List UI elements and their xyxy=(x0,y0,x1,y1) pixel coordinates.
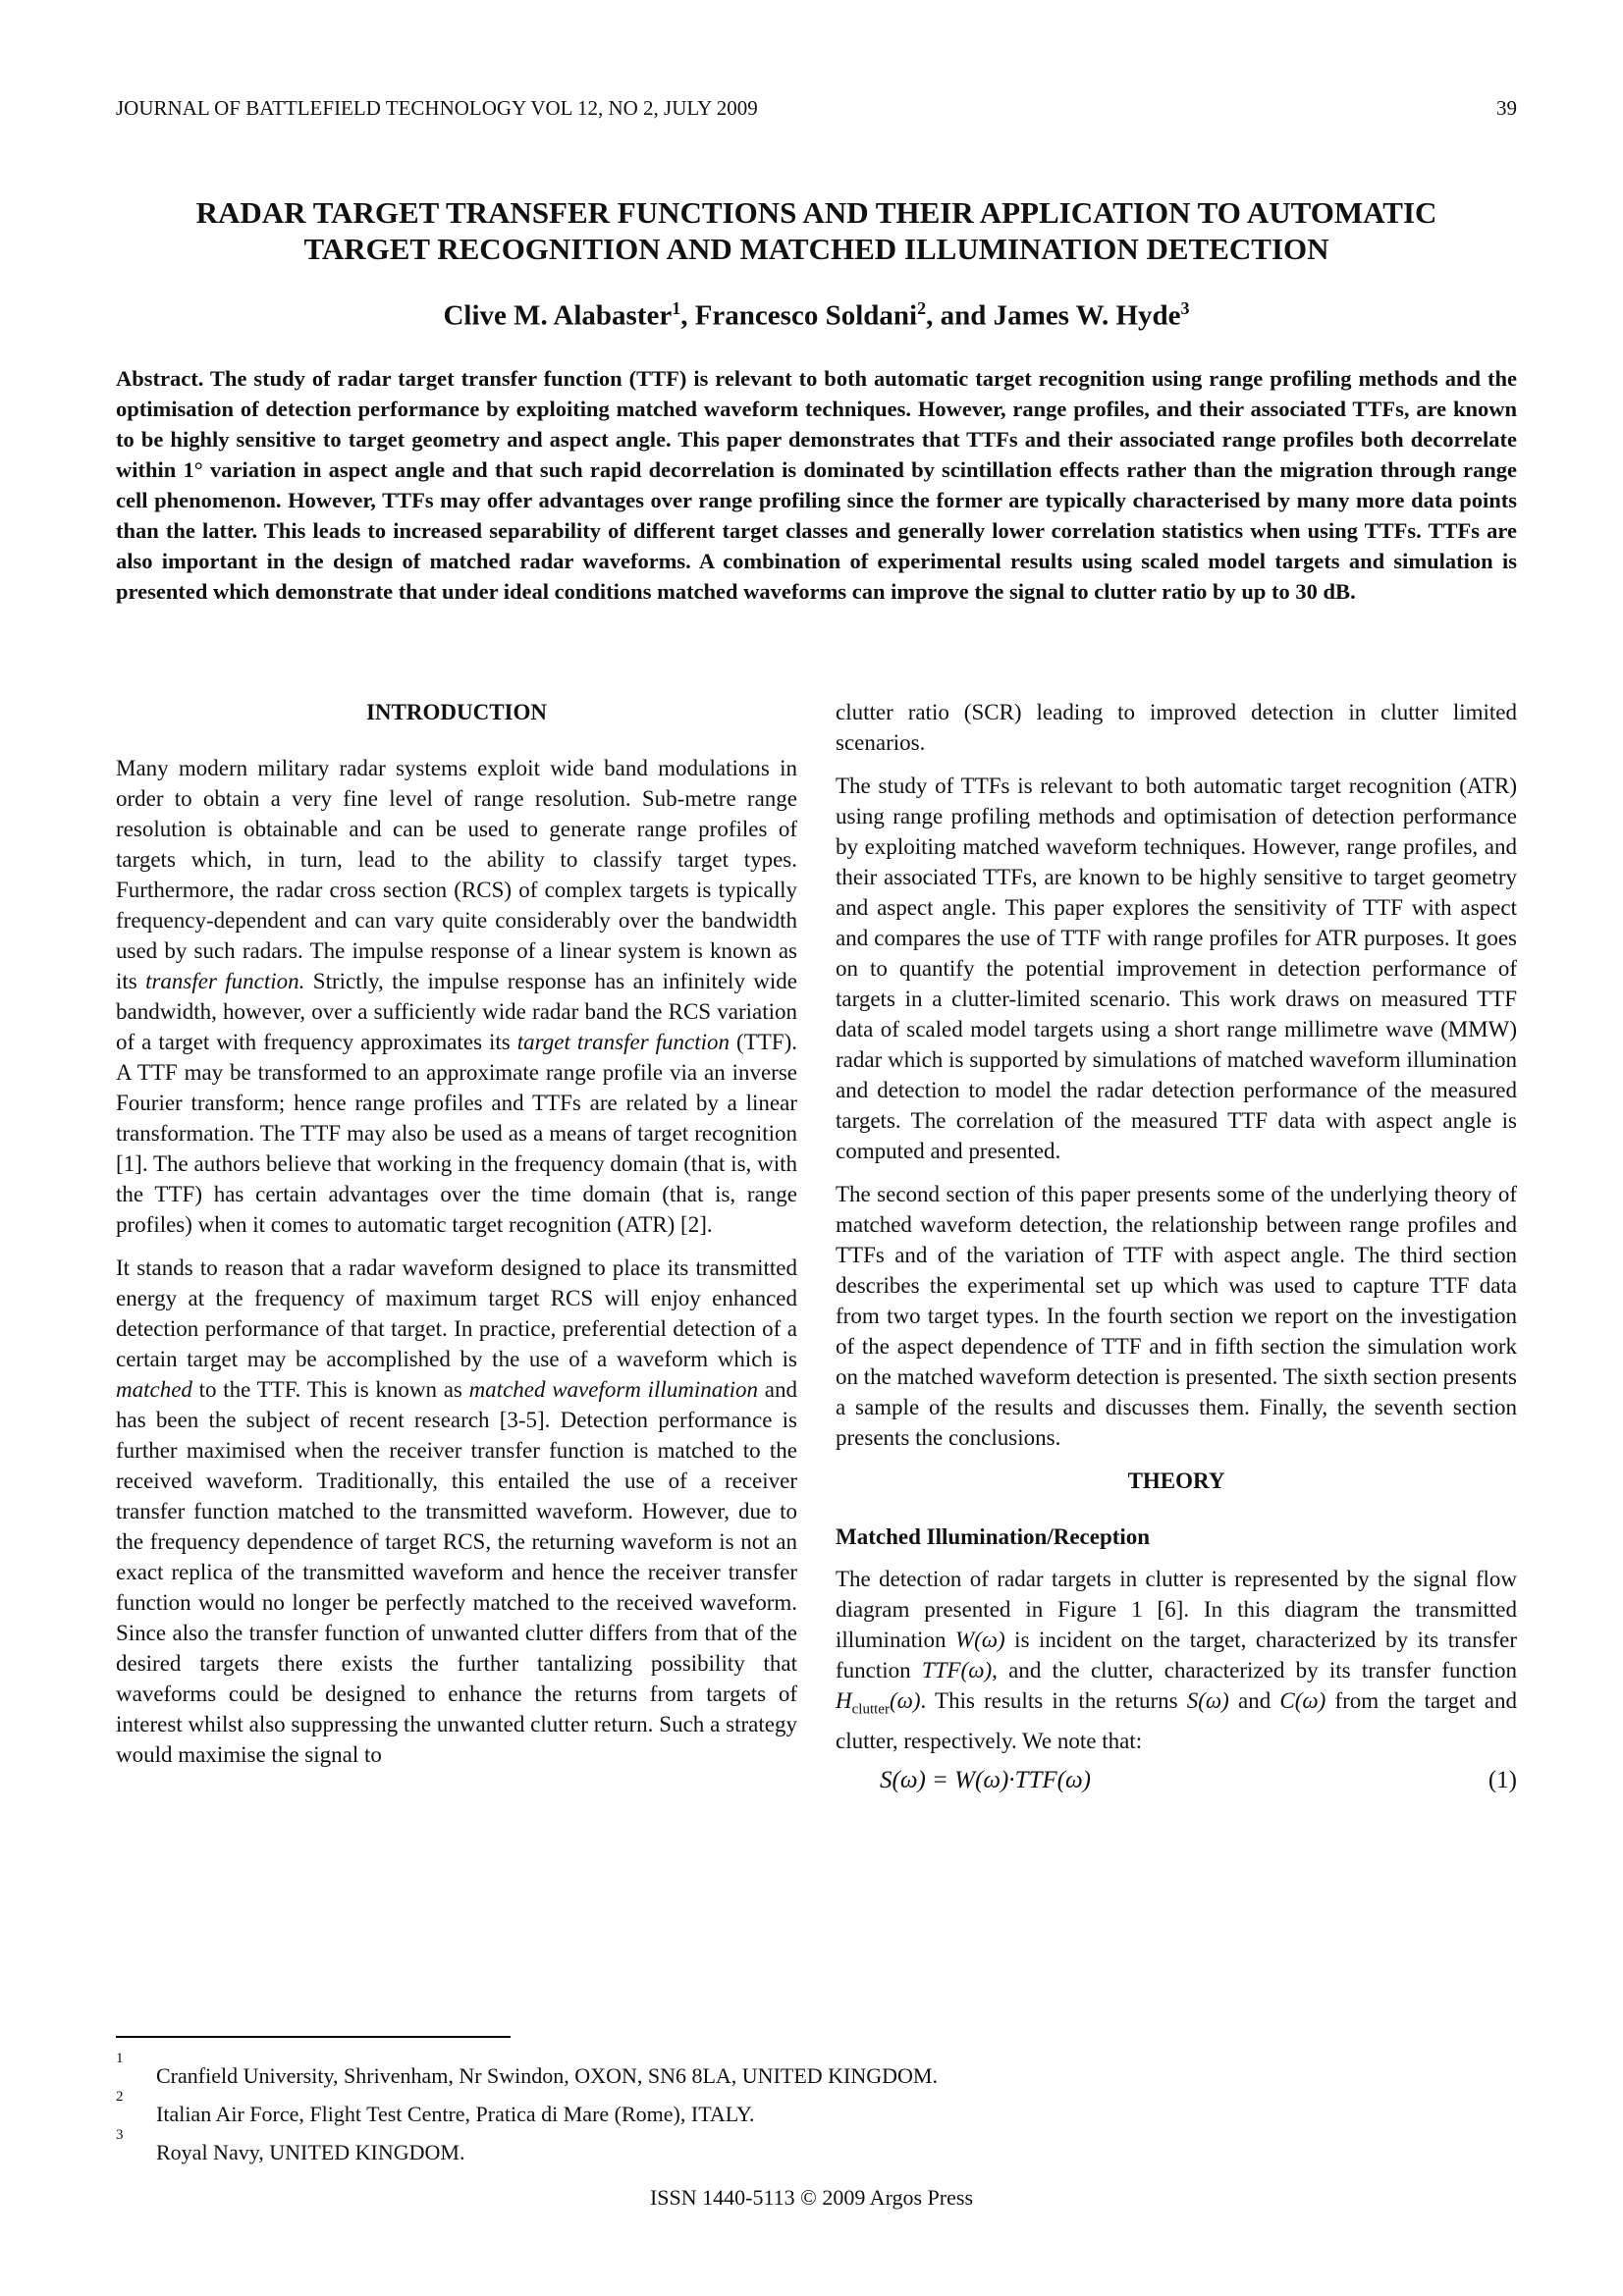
equation xyxy=(836,1765,1517,1795)
paper-title xyxy=(116,194,1517,267)
section-heading: Matched Illumination/Reception xyxy=(836,1524,1151,1549)
footnote-number: 2 xyxy=(116,2089,124,2105)
text-run: clutter ratio (SCR) leading to improved detection in clutter limited scenarios. xyxy=(836,700,1517,755)
paragraph xyxy=(836,1564,1517,1756)
text-run: The detection of radar targets in clutter is represented by the signal flow diagram presented in Figure 1 [6]. In this diagram the transmitted illumination xyxy=(836,1567,1517,1652)
footnote xyxy=(116,2052,938,2090)
affiliation-mark: 3 xyxy=(1180,298,1190,318)
text-run: Strictly, the impulse response has an infinitely wide bandwidth, however, over a sufficiently wide radar band the RCS variation of a target with frequency approximates its xyxy=(116,969,797,1054)
title-line: TARGET RECOGNITION AND MATCHED ILLUMINATION DETECTION xyxy=(303,232,1329,266)
text-run: and xyxy=(1228,1688,1280,1713)
page-number: 39 xyxy=(1496,96,1517,120)
journal-name: JOURNAL OF BATTLEFIELD TECHNOLOGY VOL 12, NO 2, JULY 2009 xyxy=(116,96,758,120)
author: Clive M. Alabaster xyxy=(443,299,673,332)
footnotes xyxy=(116,2052,938,2166)
footnote-divider xyxy=(116,2036,511,2038)
text-run: It stands to reason that a radar waveform designed to place its transmitted energy at the frequency of maximum target RCS will enjoy enhanced detection performance of that target. In practice, preferential detection of a certain target may be accomplished by the use of a waveform which is xyxy=(116,1255,797,1371)
affiliation-mark: 2 xyxy=(917,298,927,318)
paragraph xyxy=(836,697,1517,758)
author-separator: , and xyxy=(926,299,994,332)
footnote-text: Italian Air Force, Flight Test Centre, Pratica di Mare (Rome), ITALY. xyxy=(156,2102,755,2126)
paragraph xyxy=(836,1179,1517,1453)
text-run: is incident on the target, characterized by its transfer function xyxy=(836,1628,1517,1682)
author: James W. Hyde xyxy=(993,299,1181,332)
italic-text: H xyxy=(836,1688,852,1713)
italic-text: W(ω) xyxy=(954,1628,1005,1652)
italic-text: S(ω) xyxy=(1186,1688,1229,1713)
text-run: Many modern military radar systems exploit wide band modulations in order to obtain a very fine level of range resolution. Sub-metre range resolution is obtainable and can be used to generate range profiles of targets which, in turn, lead to the ability to classify target types. Furthermore, the radar cross section (RCS) of complex targets is typically frequency-dependent and can vary quite considerably over the bandwidth used by such radars. The impulse response of a linear system is known as its xyxy=(116,756,797,993)
text-run: (TTF). A TTF may be transformed to an approximate range profile via an inverse Fourier transform; hence range profiles and TTFs are related by a linear transformation. The TTF may also be used as a means of target recognition [1]. The authors believe that working in the frequency domain (that is, with the TTF) has certain advantages over the time domain (that is, range profiles) when it comes to automatic target recognition (ATR) [2]. xyxy=(116,1030,797,1237)
right-column xyxy=(836,697,1517,1795)
italic-text: C(ω) xyxy=(1279,1688,1326,1713)
text-run: from the target and clutter, respectively. We note that: xyxy=(836,1688,1517,1753)
text-run: The second section of this paper presents some of the underlying theory of matched waveform detection, the relationship between range profiles and TTFs and of the variation of TTF with aspect angle. The third section describes the experimental set up which was used to capture TTF data from two target types. In the fourth section we report on the investigation of the aspect dependence of TTF and in fifth section the simulation work on the matched waveform detection is presented. The sixth section presents a sample of the results and discusses them. Finally, the seventh section presents the conclusions. xyxy=(836,1182,1517,1450)
footnote-text: Cranfield University, Shrivenham, Nr Swindon, OXON, SN6 8LA, UNITED KINGDOM. xyxy=(156,2063,938,2088)
footnote-number: 1 xyxy=(116,2051,124,2066)
affiliation-mark: 1 xyxy=(672,298,681,318)
author: Francesco Soldani xyxy=(694,299,918,332)
section-heading: INTRODUCTION xyxy=(365,700,548,724)
issn-copyright: ISSN 1440-5113 © 2009 Argos Press xyxy=(649,2185,974,2210)
italic-text: matched waveform illumination xyxy=(468,1377,759,1402)
title-line: RADAR TARGET TRANSFER FUNCTIONS AND THEIR APPLICATION TO AUTOMATIC xyxy=(195,195,1437,230)
section-heading: THEORY xyxy=(1127,1468,1225,1493)
paragraph xyxy=(116,1253,797,1770)
footnote xyxy=(116,2090,938,2128)
paragraph xyxy=(116,753,797,1240)
equation-number: (1) xyxy=(1488,1766,1517,1793)
subscript: clutter xyxy=(851,1701,890,1718)
abstract: Abstract. The study of radar target transfer function (TTF) is relevant to both automatic target recognition using range profiling methods and the optimisation of detection performance by exploiting matched waveform techniques. However, range profiles, and their associated TTFs, are known to be highly sensitive to target geometry and aspect angle. This paper demonstrates that TTFs and their associated range profiles both decorrelate within 1° variation in aspect angle and that such rapid decorrelation is dominated by scintillation effects rather than the migration through range cell phenomenon. However, TTFs may offer advantages over range profiling since the former are typically characterised by many more data points than the latter. This leads to increased separability of different target classes and generally lower correlation statistics when using TTFs. TTFs are also important in the design of matched radar waveforms. A combination of experimental results using scaled model targets and simulation is presented which demonstrate that under ideal conditions matched waveforms can improve the signal to clutter ratio by up to 30 dB. xyxy=(116,366,1517,604)
italic-text: matched xyxy=(116,1377,192,1402)
text-run: The study of TTFs is relevant to both automatic target recognition (ATR) using range profiling methods and optimisation of detection performance by exploiting matched waveform techniques. However, range profiles, and their associated TTFs, are known to be highly sensitive to target geometry and aspect angle. This paper explores the sensitivity of TTF with aspect and compares the use of TTF with range profiles for ATR purposes. It goes on to quantify the potential improvement in detection performance of targets in a clutter-limited scenario. This work draws on measured TTF data of scaled model targets using a short range millimetre wave (MMW) radar which is supported by simulations of matched waveform illumination and detection to model the radar detection performance of the measured targets. The correlation of the measured TTF data with aspect angle is computed and presented. xyxy=(836,774,1517,1163)
italic-text: transfer function. xyxy=(145,969,305,993)
left-column xyxy=(116,697,797,1783)
page-footer xyxy=(0,2185,1623,2211)
footnote-text: Royal Navy, UNITED KINGDOM. xyxy=(156,2140,465,2164)
equation-body: S(ω) = W(ω)·TTF(ω) xyxy=(880,1766,1091,1793)
text-run: , and the clutter, characterized by its transfer function xyxy=(992,1658,1517,1682)
text-run: to the TTF. This is known as xyxy=(191,1377,469,1402)
running-header xyxy=(116,96,1517,121)
text-run: and has been the subject of recent research [3-5]. Detection performance is further maximised when the receiver transfer function is matched to the received waveform. Traditionally, this entailed the use of a receiver transfer function matched to the transmitted waveform. However, due to the frequency dependence of target RCS, the returning waveform is not an exact replica of the transmitted waveform and hence the receiver transfer function would no longer be perfectly matched to the received waveform. Since also the transfer function of unwanted clutter differs from that of the desired targets there exists the further tantalizing possibility that waveforms could be designed to enhance the returns from targets of interest whilst also suppressing the unwanted clutter return. Such a strategy would maximise the signal to xyxy=(116,1377,797,1767)
italic-text: target transfer function xyxy=(516,1030,730,1054)
text-run: . This results in the returns xyxy=(920,1688,1187,1713)
italic-text: TTF(ω) xyxy=(921,1658,993,1682)
author-separator: , xyxy=(680,299,695,332)
paragraph xyxy=(836,771,1517,1166)
author-list xyxy=(116,298,1517,333)
footnote xyxy=(116,2128,938,2166)
italic-text: (ω) xyxy=(889,1688,921,1713)
footnote-number: 3 xyxy=(116,2127,124,2143)
